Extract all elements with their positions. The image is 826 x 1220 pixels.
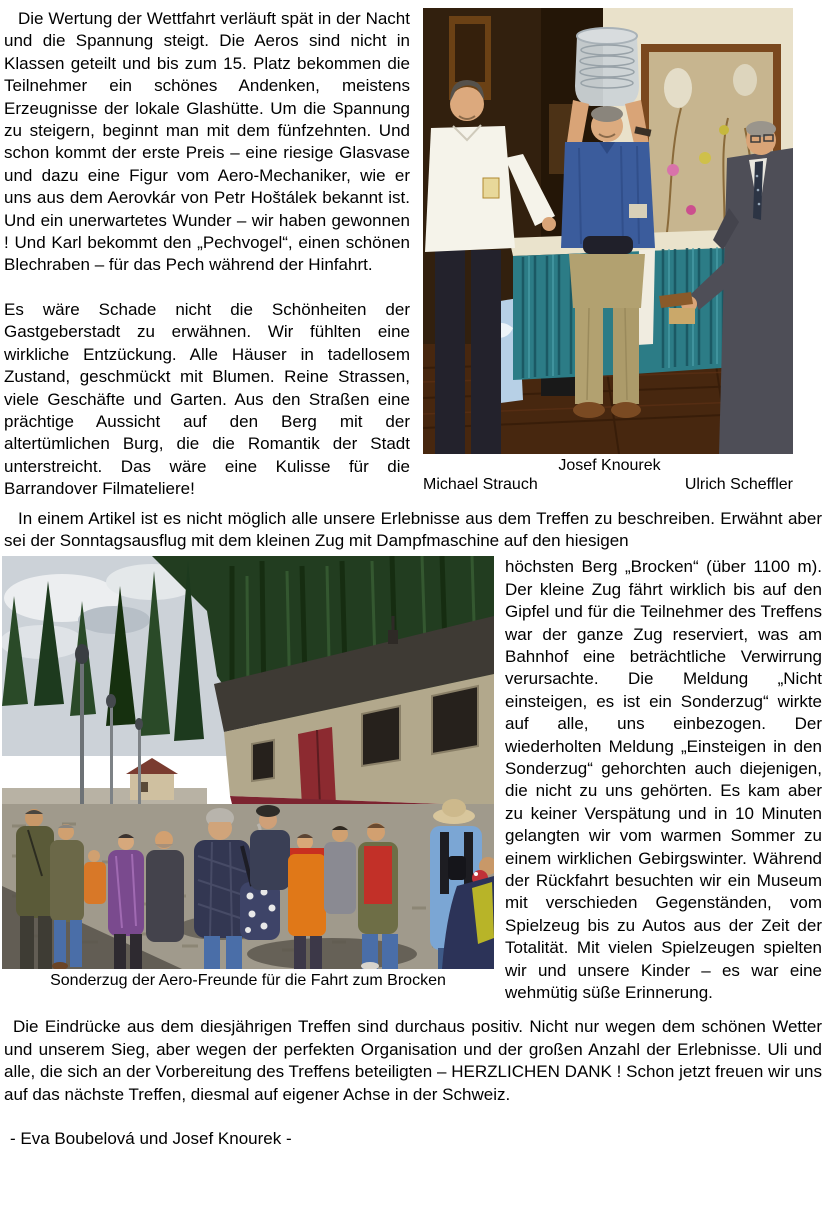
train-figure	[2, 556, 494, 1004]
paragraph-artikel-intro: In einem Artikel ist es nicht möglich alle unsere Erlebnisse aus dem Treffen zu beschreiben. Erwähnt aber sei der Sonntagsausflug mit dem kleinen Zug mit Dampfmaschine auf den hiesigen	[4, 508, 822, 550]
paragraph-stadt: Es wäre Schade nicht die Schönheiten der Gastgeberstadt zu erwähnen. Wir fühlten eine wirkliche Entzückung. Alle Häuser in tadellosem Zustand, geschmückt mit Blumen. Reine Strassen, viele Geschäfte und Garten. Aus den Straßen eine prächtige Aussicht auf den Berg mit der altertümlichen Burg, die die Romantik der Stadt unterstreicht. Das wäre eine Kulisse für die Barrandover Filmateliere!	[4, 299, 410, 499]
award-ceremony-photo	[423, 8, 793, 454]
left-text-column	[4, 8, 410, 501]
train-section	[4, 556, 822, 1004]
sonderzug-photo	[2, 556, 494, 969]
ceremony-figure	[423, 8, 796, 501]
caption-ulrich-scheffler: Ulrich Scheffler	[684, 476, 793, 493]
paragraph-wertung: Die Wertung der Wettfahrt verläuft spät in der Nacht und die Spannung steigt. Die Aeros sind nicht in Klassen geteilt und bis zum 15. Platz bekommen die Teilnehmer ein schönes Andenken, meistens Erzeugnisse der lokale Glashütte. Um die Spannung zu steigern, beginnt man mit dem fünfzehnten. Und schon kommt der erste Preis – eine riesige Glasvase und dazu eine Figur vom Aero-Mechaniker, wie er uns aus dem Aerovkár von Petr Hoštálek bekannt ist. Und ein unerwartetes Wunder – wir haben gewonnen ! Und Karl bekommt den „Pechvogel“, einen schönen Blechraben – für das Pech während der Hinfahrt.	[4, 9, 410, 275]
caption-sonderzug: Sonderzug der Aero-Freunde für die Fahrt zum Brocken	[50, 972, 446, 990]
paragraph-eindruecke: Die Eindrücke aus dem diesjährigen Treffen sind durchaus positiv. Nicht nur wegen dem schönen Wetter und unserem Sieg, aber wegen der perfekten Organisation und der großen Anzahl der Erlebnisse. Uli und alle, die sich an der Vorbereitung des Treffens beteiligten – HERZLICHEN DANK ! Schon jetzt freuen wir uns auf das nächste Treffen, diesmal auf eigener Achse in der Schweiz.	[4, 1017, 822, 1104]
signature: - Eva Boubelová und Josef Knourek -	[10, 1129, 292, 1149]
paragraph-artikel-continuation: höchsten Berg „Brocken“ (über 1100 m). Der kleine Zug fährt wirklich bis auf den Gipfel und für die Teilnehmer des Treffens war der ganze Zug reserviert, was am Bahnhof eine beträchtliche Verwirrung verursachte. Die Meldung „Nicht einsteigen, es ist ein Sonderzug“ wirkte auf alle, uns einbezogen. Der wiederholten Meldung „Einsteigen in den Sonderzug“ gehorchten auch diejenigen, die nicht zu uns gehörten. Es kam aber zu keiner Verspätung und in 10 Minuten gelangten wir vom warmen Sommer zu einem wirklichen Gebirgswinter. Während der Rückfahrt besuchten wir ein Museum mit verschieden Gegenständen, vom Spielzeug bis zu Autos aus der Zeit der Totalität. Mit vielen Spielzeugen spielten wir und unsere Kinder – es war eine wehmütig süße Erinnerung.	[505, 557, 822, 1003]
caption-josef-knourek: Josef Knourek	[558, 457, 661, 474]
caption-michael-strauch: Michael Strauch	[423, 476, 538, 493]
top-section	[4, 8, 822, 501]
right-text-column	[505, 556, 822, 1004]
